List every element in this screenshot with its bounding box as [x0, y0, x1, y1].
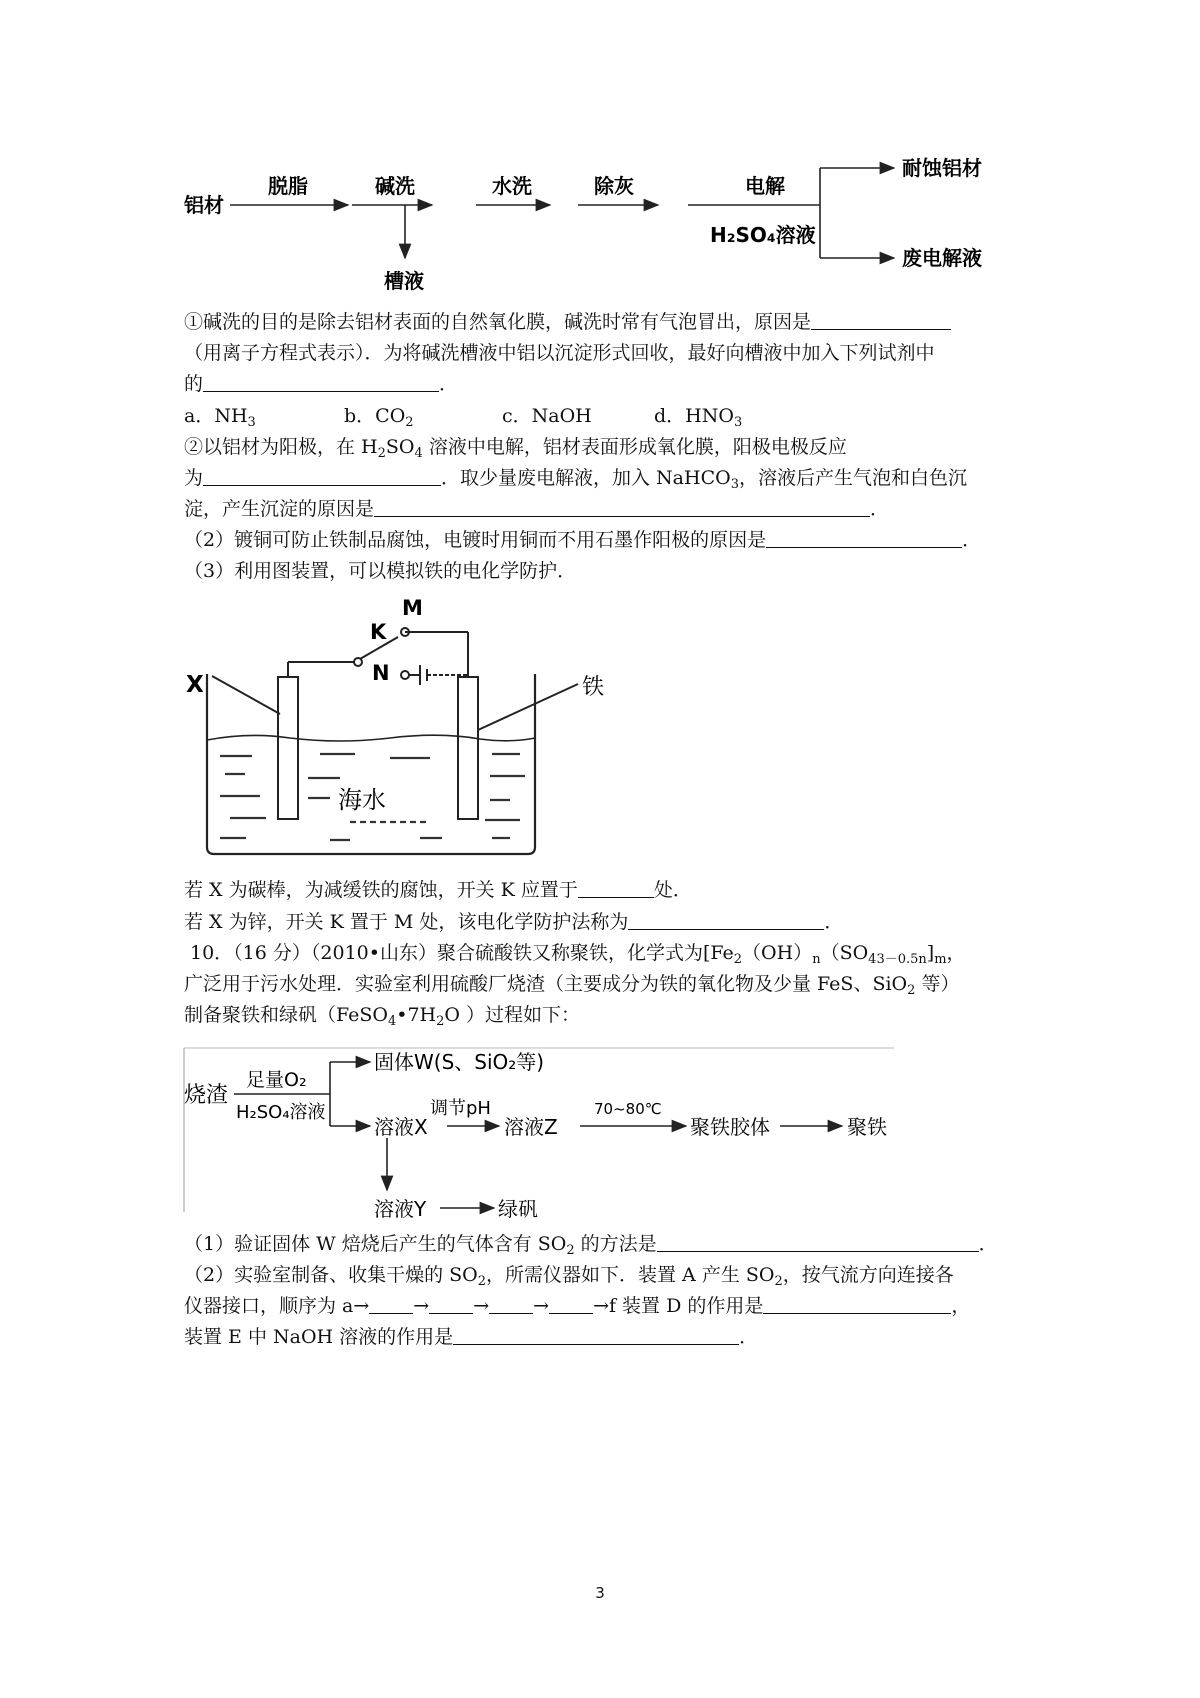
flow2-temperature: 70~80℃ — [594, 1100, 662, 1118]
flow2-solution-z: 溶液Z — [504, 1115, 558, 1139]
answer-blank[interactable] — [549, 1295, 593, 1314]
flow1-out-top: 耐蚀铝材 — [902, 156, 982, 180]
answer-blank[interactable] — [203, 373, 439, 392]
flow1-out-bottom: 废电解液 — [902, 246, 982, 270]
flow1-start: 铝材 — [184, 193, 224, 217]
answer-blank[interactable] — [578, 879, 654, 898]
ferric-sulfate-process-flow — [182, 1044, 902, 1224]
flow1-branch-down: 槽液 — [384, 269, 424, 293]
flow1-step-1: 脱脂 — [268, 174, 308, 198]
q10-line-1: 10．（16 分）（2010•山东）聚合硫酸铁又称聚铁，化学式为[$Fe_2(OH)_n(SO_{43-0.5n}]_m$， — [190, 942, 966, 967]
answer-blank[interactable] — [628, 911, 824, 930]
q3a-line: 若 X 为碳棒，为减缓铁的腐蚀，开关 K 应置于 处． — [184, 879, 692, 901]
q10-1-line: （1）验证固体 W 焙烧后产生的气体含有 $SO_2$ 的方法是 ． — [184, 1233, 998, 1258]
label-m: M — [402, 596, 423, 620]
option-d[interactable]: d．$HNO_3$ — [654, 405, 743, 430]
q1-line-5: ②以铝材为阳极，在 $H_2SO_4$ 溶液中电解，铝材表面形成氧化膜，阳极电极反应 — [184, 436, 847, 461]
answer-blank[interactable] — [766, 529, 962, 548]
flow2-adjust-ph: 调节pH — [430, 1098, 491, 1119]
electrochemical-cell-diagram — [180, 592, 620, 867]
flow2-reagent-bottom: H₂SO₄溶液 — [236, 1102, 326, 1123]
flow2-reagent-top: 足量O₂ — [246, 1069, 307, 1091]
flow2-start: 烧渣 — [184, 1083, 229, 1108]
answer-blank[interactable] — [657, 1233, 979, 1252]
flow2-solid-w: 固体W(S、SiO₂等) — [374, 1050, 545, 1074]
q1-options — [184, 404, 1034, 428]
aluminum-process-flow — [180, 150, 1020, 300]
q1-line-3: 的 ． — [184, 373, 459, 395]
flow1-electrolyte: H₂SO₄溶液 — [710, 223, 816, 247]
q3b-line: 若 X 为锌，开关 K 置于 M 处，该电化学防护法称为 ． — [184, 911, 844, 933]
flow1-step-2: 碱洗 — [375, 174, 415, 198]
answer-blank[interactable] — [429, 1295, 473, 1314]
label-k: K — [370, 620, 387, 644]
answer-blank[interactable] — [374, 498, 870, 517]
flow2-solution-y: 溶液Y — [374, 1197, 427, 1221]
answer-blank[interactable] — [811, 311, 951, 330]
label-n: N — [372, 661, 390, 685]
label-seawater: 海水 — [338, 786, 386, 814]
option-b[interactable]: b．$CO_2$ — [344, 405, 414, 430]
q1-line-7: 淀，产生沉淀的原因是 ． — [184, 498, 890, 520]
option-c[interactable]: c．NaOH — [502, 405, 592, 427]
page-number: 3 — [595, 1584, 605, 1602]
answer-blank[interactable] — [489, 1295, 533, 1314]
option-a[interactable]: a．$NH_3$ — [184, 405, 256, 430]
q10-line-3: 制备聚铁和绿矾（$FeSO_4•7H_2O$ ）过程如下： — [184, 1004, 581, 1029]
q10-2-line-3: 装置 E 中 NaOH 溶液的作用是 ． — [184, 1326, 759, 1348]
answer-blank[interactable] — [763, 1295, 951, 1314]
flow2-green-vitriol: 绿矾 — [498, 1197, 538, 1221]
q1-line-2: （用离子方程式表示）．为将碱洗槽液中铝以沉淀形式回收，最好向槽液中加入下列试剂中 — [184, 342, 935, 364]
label-x: X — [186, 672, 204, 698]
flow2-colloid: 聚铁胶体 — [690, 1115, 770, 1139]
q10-2-line-1: （2）实验室制备、收集干燥的 $SO_2$，所需仪器如下．装置 A 产生 $SO_2$，按气流方向连接各 — [184, 1264, 954, 1289]
q2-line: （2）镀铜可防止铁制品腐蚀，电镀时用铜而不用石墨作阳极的原因是 ． — [184, 529, 982, 551]
q10-line-2: 广泛用于污水处理．实验室利用硫酸厂烧渣（主要成分为铁的氧化物及少量 FeS、SiO$_2$ 等） — [184, 973, 960, 998]
answer-blank[interactable] — [203, 467, 441, 486]
flow1-step-5: 电解 — [745, 174, 785, 198]
flow1-step-4: 除灰 — [594, 174, 634, 198]
flow1-step-3: 水洗 — [492, 174, 532, 198]
q3-line: （3）利用图装置，可以模拟铁的电化学防护． — [184, 560, 577, 582]
label-iron: 铁 — [582, 675, 605, 700]
q1-line-6: 为 ．取少量废电解液，加入 NaHCO$_3$，溶液后产生气泡和白色沉 — [184, 467, 967, 492]
answer-blank[interactable] — [453, 1326, 739, 1345]
answer-blank[interactable] — [369, 1295, 413, 1314]
flow2-product: 聚铁 — [847, 1115, 887, 1139]
flow2-solution-x: 溶液X — [374, 1115, 428, 1139]
q1-line-1: ①碱洗的目的是除去铝材表面的自然氧化膜，碱洗时常有气泡冒出，原因是 — [184, 310, 1034, 334]
q10-2-line-2: 仪器接口，顺序为 a→ → → → →f 装置 D 的作用是 ， — [184, 1295, 971, 1317]
